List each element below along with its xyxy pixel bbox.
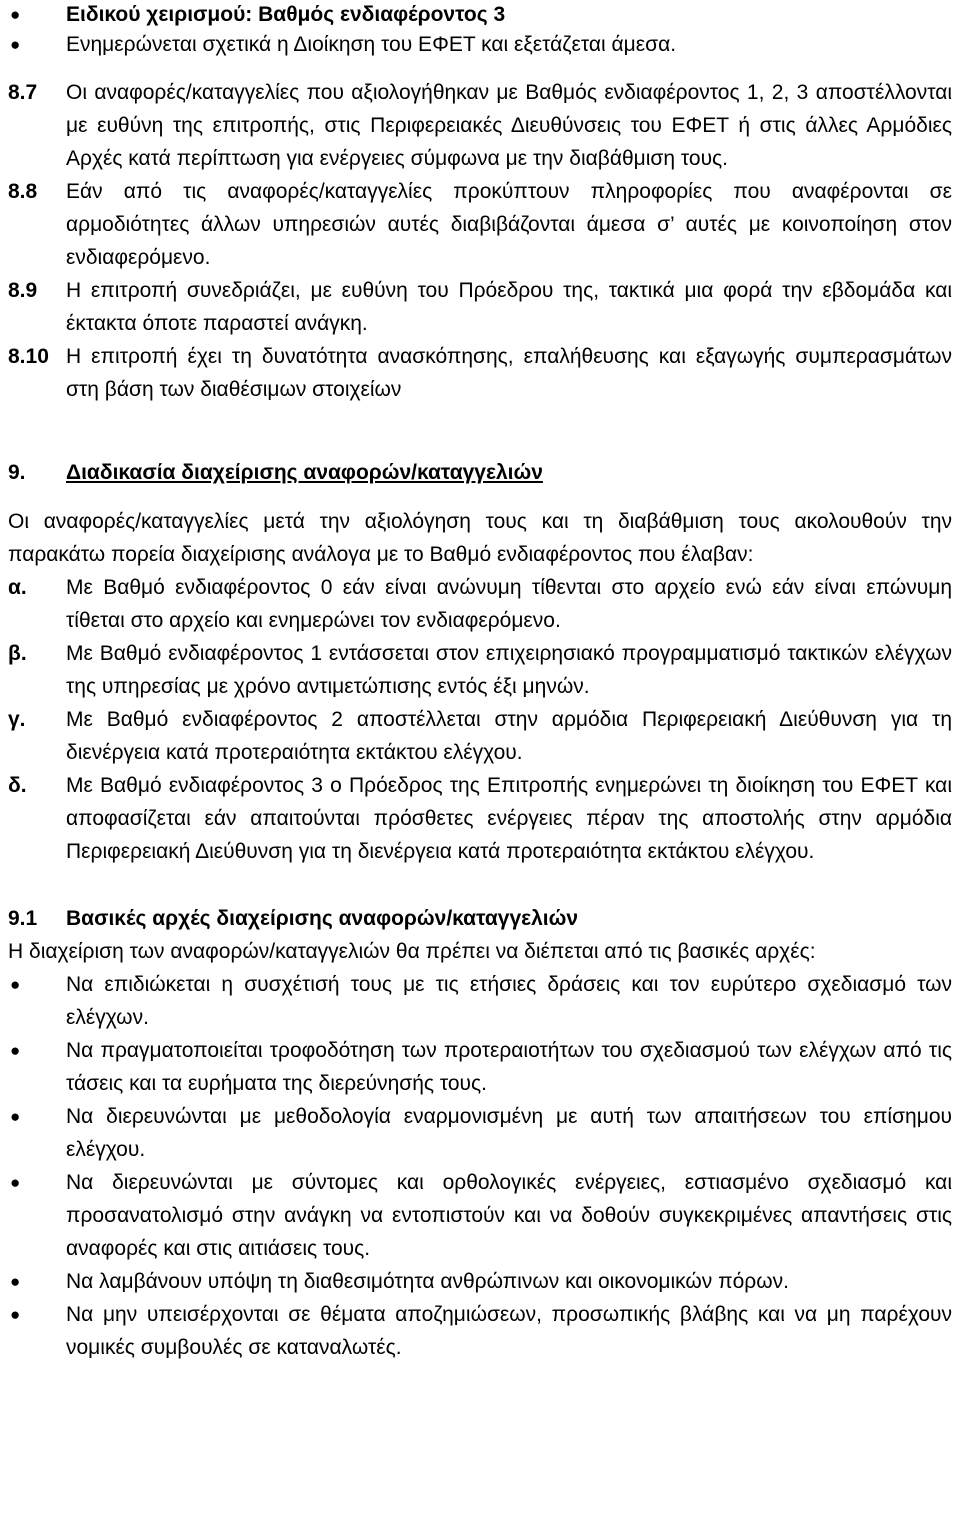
section-9-1-heading — [8, 902, 952, 935]
item-letter: γ. — [8, 708, 26, 731]
bullet-text: Να διερευνώνται με σύντομες και ορθολογικές ενέργειες, εστιασμένο σχεδιασμό και προσανατολισμό στην ανάγκη να εντοπιστούν και να δοθούν συγκεκριμένες απαντήσεις στις αναφορές και στις αιτιάσεις τους. — [66, 1171, 952, 1260]
bullet-icon: ● — [10, 975, 21, 994]
section-9-item-c — [8, 703, 952, 769]
numbered-item-8-9 — [8, 274, 952, 340]
section-9-heading — [8, 456, 952, 489]
numbered-item-8-8 — [8, 175, 952, 274]
item-letter: δ. — [8, 774, 27, 797]
item-text: Με Βαθμό ενδιαφέροντος 0 εάν είναι ανώνυμη τίθενται στο αρχείο ενώ εάν είναι επώνυμη τίθεται στο αρχείο και ενημερώνει τον ενδιαφερόμενο. — [66, 576, 952, 632]
section-9-item-d — [8, 769, 952, 868]
bullet-text: Να λαμβάνουν υπόψη τη διαθεσιμότητα ανθρώπινων και οικονομικών πόρων. — [66, 1270, 789, 1293]
bullet-text: Να μην υπεισέρχονται σε θέματα αποζημιώσεων, προσωπικής βλάβης και να μη παρέχουν νομικές συμβουλές σε καταναλωτές. — [66, 1303, 952, 1359]
bullet-text: Να διερευνώνται με μεθοδολογία εναρμονισμένη με αυτή των απαιτήσεων του επίσημου ελέγχου. — [66, 1105, 952, 1161]
list-item — [8, 1034, 952, 1100]
section-title: Διαδικασία διαχείρισης αναφορών/καταγγελιών — [66, 461, 543, 484]
item-number: 8.10 — [8, 345, 49, 368]
bullet-icon: ● — [10, 1107, 21, 1126]
spacer — [8, 60, 952, 76]
bullet-text: Να επιδιώκεται η συσχέτισή τους με τις ετήσιες δράσεις και τον ευρύτερο σχεδιασμό των ελέγχων. — [66, 973, 952, 1029]
item-text: Με Βαθμό ενδιαφέροντος 2 αποστέλλεται στην αρμόδια Περιφερειακή Διεύθυνση για τη διενέργεια κατά προτεραιότητα εκτάκτου ελέγχου. — [66, 708, 952, 764]
list-item — [8, 1298, 952, 1364]
item-text: Οι αναφορές/καταγγελίες που αξιολογήθηκαν με Βαθμός ενδιαφέροντος 1, 2, 3 αποστέλλονται με ευθύνη της επιτροπής, στις Περιφερειακές Διευθύνσεις του ΕΦΕΤ ή στις άλλες Αρμόδιες Αρχές κατά περίπτωση για ενέργειες σύμφωνα με την διαβάθμιση τους. — [66, 81, 952, 170]
item-number: 8.8 — [8, 180, 38, 203]
bullet-icon: ● — [10, 1173, 21, 1192]
bullet-icon: ● — [10, 1305, 21, 1324]
numbered-item-8-7 — [8, 76, 952, 175]
list-item — [8, 1166, 952, 1265]
item-letter: α. — [8, 576, 27, 599]
bullet-icon: ● — [10, 35, 21, 54]
item-text: Εάν από τις αναφορές/καταγγελίες προκύπτουν πληροφορίες που αναφέρονται σε αρμοδιότητες άλλων υπηρεσιών αυτές διαβιβάζονται άμεσα σ’ αυτές με κοινοποίηση στον ενδιαφερόμενο. — [66, 180, 952, 269]
list-item — [8, 0, 952, 30]
item-text: Η επιτροπή συνεδριάζει, με ευθύνη του Πρόεδρου της, τακτικά μια φορά την εβδομάδα και έκτακτα όποτε παραστεί ανάγκη. — [66, 279, 952, 335]
bullet-text: Ειδικού χειρισμού: Βαθμός ενδιαφέροντος 3 — [66, 3, 506, 26]
spacer — [8, 868, 952, 902]
spacer — [8, 406, 952, 456]
spacer — [8, 489, 952, 505]
item-text: Με Βαθμό ενδιαφέροντος 1 εντάσσεται στον επιχειρησιακό προγραμματισμό τακτικών ελέγχων της υπηρεσίας με χρόνο αντιμετώπισης εντός έξι μηνών. — [66, 642, 952, 698]
bullet-icon: ● — [10, 5, 21, 24]
item-letter: β. — [8, 642, 27, 665]
principles-bullet-list — [8, 968, 952, 1364]
item-text: Με Βαθμό ενδιαφέροντος 3 ο Πρόεδρος της Επιτροπής ενημερώνει τη διοίκηση του ΕΦΕΤ και αποφασίζεται εάν απαιτούνται πρόσθετες ενέργειες πέραν της αποστολής στην αρμόδια Περιφερειακή Διεύθυνση για τη διενέργεια κατά προτεραιότητα εκτάκτου ελέγχου. — [66, 774, 952, 863]
list-item — [8, 30, 952, 60]
list-item — [8, 1265, 952, 1298]
item-number: 8.9 — [8, 279, 38, 302]
section-9-item-b — [8, 637, 952, 703]
bullet-icon: ● — [10, 1272, 21, 1291]
item-text: Η επιτροπή έχει τη δυνατότητα ανασκόπησης, επαλήθευσης και εξαγωγής συμπερασμάτων στη βάση των διαθέσιμων στοιχείων — [66, 345, 952, 401]
section-number: 9.1 — [8, 907, 38, 930]
bullet-text: Ενημερώνεται σχετικά η Διοίκηση του ΕΦΕΤ και εξετάζεται άμεσα. — [66, 33, 677, 56]
bullet-text: Να πραγματοποιείται τροφοδότηση των προτεραιοτήτων του σχεδιασμού των ελέγχων από τις τάσεις και τα ευρήματα της διερεύνησής τους. — [66, 1039, 952, 1095]
numbered-item-8-10 — [8, 340, 952, 406]
section-9-item-a — [8, 571, 952, 637]
section-9-intro: Οι αναφορές/καταγγελίες μετά την αξιολόγηση τους και τη διαβάθμιση τους ακολουθούν την παρακάτω πορεία διαχείρισης ανάλογα με το Βαθμό ενδιαφέροντος που έλαβαν: — [8, 510, 952, 566]
section-number: 9. — [8, 461, 26, 484]
section-title: Βασικές αρχές διαχείρισης αναφορών/καταγγελιών — [66, 907, 579, 930]
bullet-icon: ● — [10, 1041, 21, 1060]
item-number: 8.7 — [8, 81, 38, 104]
list-item — [8, 1100, 952, 1166]
list-item — [8, 968, 952, 1034]
top-bullet-list — [8, 0, 952, 60]
section-9-1-intro: Η διαχείριση των αναφορών/καταγγελιών θα πρέπει να διέπεται από τις βασικές αρχές: — [8, 940, 816, 963]
